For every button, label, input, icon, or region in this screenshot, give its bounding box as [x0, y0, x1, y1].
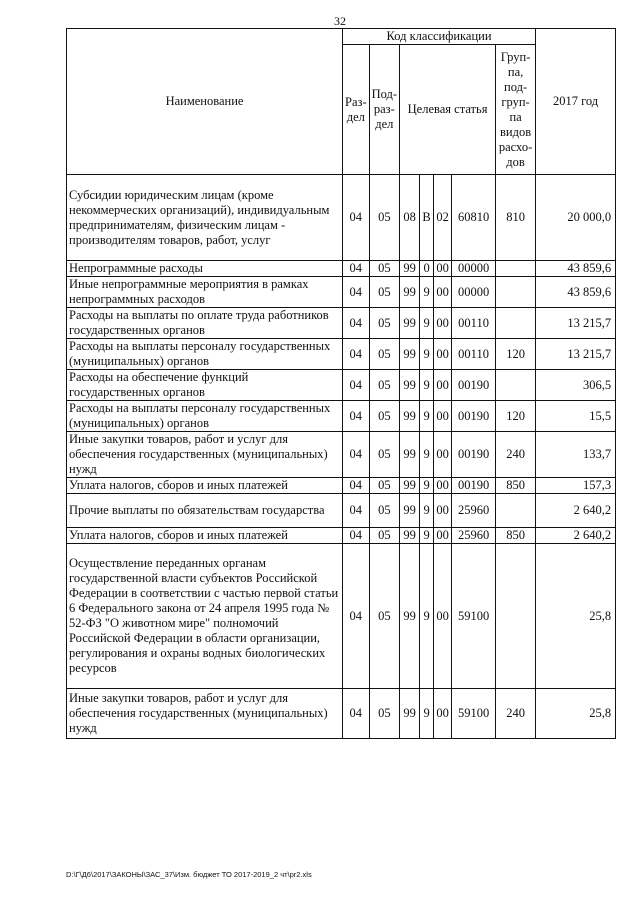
table-row — [67, 339, 616, 370]
target-direction: 00000 — [452, 261, 496, 277]
row-name: Непрограммные расходы — [67, 261, 343, 277]
amount-2017: 25,8 — [536, 689, 616, 739]
expense-type-code — [496, 277, 536, 308]
subsection-code: 05 — [369, 689, 399, 739]
expense-type-code: 240 — [496, 432, 536, 478]
target-subprogram: 9 — [420, 528, 434, 544]
amount-2017: 43 859,6 — [536, 261, 616, 277]
target-subprogram: 9 — [420, 277, 434, 308]
section-code: 04 — [343, 261, 370, 277]
amount-2017: 13 215,7 — [536, 308, 616, 339]
row-name: Субсидии юридическим лицам (кроме некоммерческих организаций), индивидуальным предпринимателям, физическим лицам - производителям товаров, работ, услуг — [67, 175, 343, 261]
subsection-code: 05 — [369, 478, 399, 494]
target-program: 99 — [400, 370, 420, 401]
target-event: 00 — [434, 261, 452, 277]
section-code: 04 — [343, 308, 370, 339]
subsection-code: 05 — [369, 401, 399, 432]
table-row — [67, 432, 616, 478]
target-direction: 25960 — [452, 528, 496, 544]
file-path-footer: D:\Г\Д6\2017\ЗАКОНЫ\ЗАС_37\Изм. бюджет ТО 2017-2019_2 чт\pr2.xls — [66, 870, 312, 879]
amount-2017: 157,3 — [536, 478, 616, 494]
amount-2017: 25,8 — [536, 544, 616, 689]
table-row — [67, 277, 616, 308]
header-expense-group: Груп- па, под- груп- па видов расхо- дов — [496, 45, 536, 175]
section-code: 04 — [343, 175, 370, 261]
target-program: 99 — [400, 432, 420, 478]
target-program: 99 — [400, 689, 420, 739]
subsection-code: 05 — [369, 175, 399, 261]
target-direction: 00190 — [452, 370, 496, 401]
table-row — [67, 370, 616, 401]
target-program: 99 — [400, 544, 420, 689]
target-subprogram: 9 — [420, 401, 434, 432]
target-event: 00 — [434, 689, 452, 739]
expense-type-code — [496, 308, 536, 339]
expense-type-code: 850 — [496, 478, 536, 494]
subsection-code: 05 — [369, 432, 399, 478]
subsection-code: 05 — [369, 277, 399, 308]
row-name: Расходы на выплаты персоналу государственных (муниципальных) органов — [67, 339, 343, 370]
expense-type-code — [496, 494, 536, 528]
row-name: Осуществление переданных органам государственной власти субъектов Российской Федерации в соответствии с частью первой статьи 6 Федерального закона от 24 апреля 1995 года № 52-ФЗ "О животном мире" полномочий Российской Федерации в области организации, регулирования и охраны водных биологических ресурсов — [67, 544, 343, 689]
subsection-code: 05 — [369, 339, 399, 370]
table-row — [67, 175, 616, 261]
target-subprogram: 9 — [420, 308, 434, 339]
expense-type-code — [496, 261, 536, 277]
subsection-code: 05 — [369, 544, 399, 689]
table-row — [67, 689, 616, 739]
expense-type-code: 120 — [496, 339, 536, 370]
target-event: 00 — [434, 308, 452, 339]
amount-2017: 2 640,2 — [536, 528, 616, 544]
amount-2017: 20 000,0 — [536, 175, 616, 261]
section-code: 04 — [343, 370, 370, 401]
subsection-code: 05 — [369, 528, 399, 544]
target-direction: 59100 — [452, 544, 496, 689]
amount-2017: 15,5 — [536, 401, 616, 432]
section-code: 04 — [343, 339, 370, 370]
table-row — [67, 308, 616, 339]
row-name: Расходы на обеспечение функций государственных органов — [67, 370, 343, 401]
target-program: 99 — [400, 494, 420, 528]
target-event: 00 — [434, 339, 452, 370]
row-name: Расходы на выплаты по оплате труда работников государственных органов — [67, 308, 343, 339]
section-code: 04 — [343, 494, 370, 528]
table-row — [67, 494, 616, 528]
target-subprogram: 9 — [420, 432, 434, 478]
subsection-code: 05 — [369, 261, 399, 277]
amount-2017: 13 215,7 — [536, 339, 616, 370]
header-section: Раз- дел — [343, 45, 370, 175]
target-direction: 00190 — [452, 432, 496, 478]
target-event: 00 — [434, 494, 452, 528]
section-code: 04 — [343, 277, 370, 308]
table-row — [67, 478, 616, 494]
section-code: 04 — [343, 528, 370, 544]
target-event: 00 — [434, 544, 452, 689]
header-code-classification: Код классификации — [343, 29, 536, 45]
target-event: 00 — [434, 528, 452, 544]
subsection-code: 05 — [369, 370, 399, 401]
expense-type-code — [496, 370, 536, 401]
target-program: 99 — [400, 308, 420, 339]
target-program: 99 — [400, 339, 420, 370]
amount-2017: 43 859,6 — [536, 277, 616, 308]
target-subprogram: В — [420, 175, 434, 261]
table-row — [67, 544, 616, 689]
target-event: 00 — [434, 432, 452, 478]
target-program: 99 — [400, 277, 420, 308]
row-name: Уплата налогов, сборов и иных платежей — [67, 478, 343, 494]
target-event: 02 — [434, 175, 452, 261]
target-subprogram: 9 — [420, 689, 434, 739]
section-code: 04 — [343, 478, 370, 494]
target-subprogram: 0 — [420, 261, 434, 277]
table-row — [67, 261, 616, 277]
target-subprogram: 9 — [420, 478, 434, 494]
target-direction: 00000 — [452, 277, 496, 308]
section-code: 04 — [343, 689, 370, 739]
row-name: Иные непрограммные мероприятия в рамках непрограммных расходов — [67, 277, 343, 308]
row-name: Иные закупки товаров, работ и услуг для обеспечения государственных (муниципальных) нужд — [67, 689, 343, 739]
target-event: 00 — [434, 277, 452, 308]
target-event: 00 — [434, 370, 452, 401]
header-name: Наименование — [67, 29, 343, 175]
target-program: 08 — [400, 175, 420, 261]
section-code: 04 — [343, 401, 370, 432]
amount-2017: 133,7 — [536, 432, 616, 478]
target-subprogram: 9 — [420, 494, 434, 528]
page-number: 32 — [334, 14, 346, 28]
table-row — [67, 401, 616, 432]
target-subprogram: 9 — [420, 370, 434, 401]
header-subsection: Под- раз- дел — [369, 45, 399, 175]
header-target-article: Целевая статья — [400, 45, 496, 175]
expense-type-code: 240 — [496, 689, 536, 739]
target-event: 00 — [434, 401, 452, 432]
target-direction: 59100 — [452, 689, 496, 739]
row-name: Иные закупки товаров, работ и услуг для обеспечения государственных (муниципальных) нужд — [67, 432, 343, 478]
row-name: Расходы на выплаты персоналу государственных (муниципальных) органов — [67, 401, 343, 432]
table-row — [67, 528, 616, 544]
section-code: 04 — [343, 432, 370, 478]
target-program: 99 — [400, 401, 420, 432]
target-direction: 00190 — [452, 478, 496, 494]
subsection-code: 05 — [369, 494, 399, 528]
row-name: Прочие выплаты по обязательствам государства — [67, 494, 343, 528]
target-program: 99 — [400, 261, 420, 277]
expense-type-code: 850 — [496, 528, 536, 544]
target-direction: 00110 — [452, 308, 496, 339]
target-direction: 00110 — [452, 339, 496, 370]
target-direction: 00190 — [452, 401, 496, 432]
header-year: 2017 год — [536, 29, 616, 175]
target-direction: 60810 — [452, 175, 496, 261]
amount-2017: 306,5 — [536, 370, 616, 401]
target-program: 99 — [400, 478, 420, 494]
target-subprogram: 9 — [420, 339, 434, 370]
target-event: 00 — [434, 478, 452, 494]
target-subprogram: 9 — [420, 544, 434, 689]
expense-type-code: 810 — [496, 175, 536, 261]
budget-table — [66, 28, 616, 739]
row-name: Уплата налогов, сборов и иных платежей — [67, 528, 343, 544]
amount-2017: 2 640,2 — [536, 494, 616, 528]
subsection-code: 05 — [369, 308, 399, 339]
target-direction: 25960 — [452, 494, 496, 528]
target-program: 99 — [400, 528, 420, 544]
expense-type-code — [496, 544, 536, 689]
section-code: 04 — [343, 544, 370, 689]
expense-type-code: 120 — [496, 401, 536, 432]
